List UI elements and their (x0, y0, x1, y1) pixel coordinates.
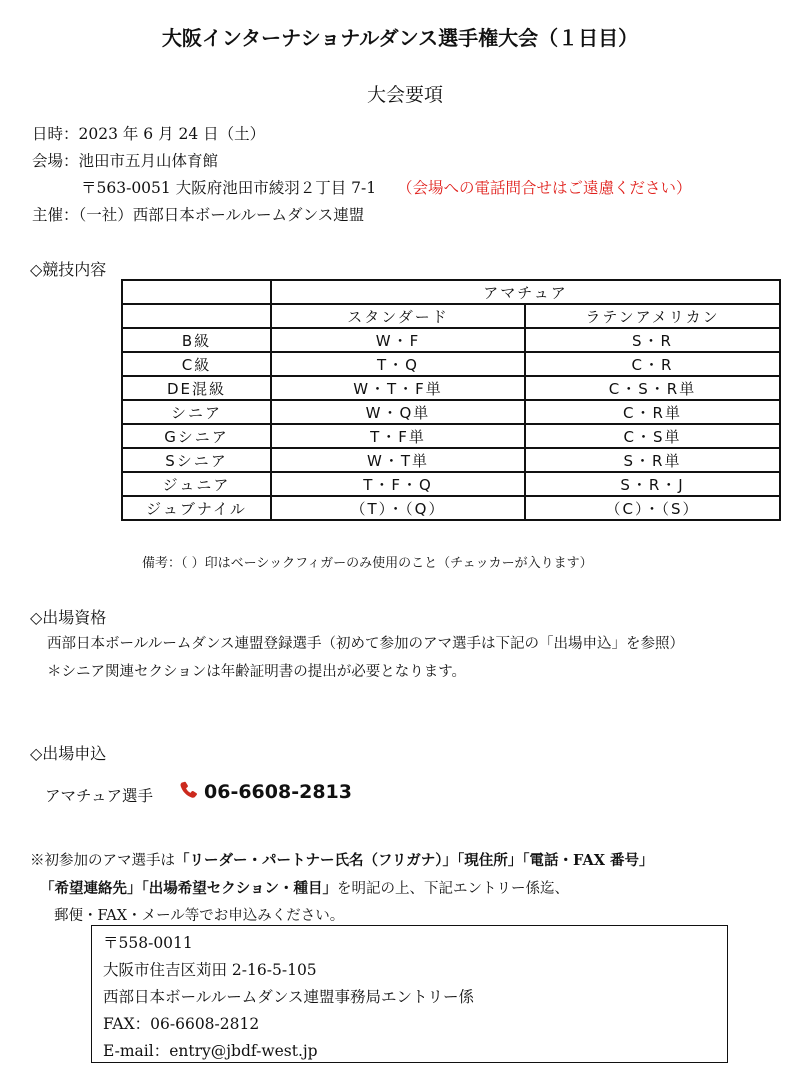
eligibility-senior-note: ＊シニア関連セクションは年齢証明書の提出が必要となります。 (47, 664, 467, 680)
contact-address: 大阪市住吉区苅田 2-16-5-105 (103, 961, 317, 979)
latin-cell: S・R単 (525, 448, 780, 472)
standard-cell: T・F単 (271, 424, 525, 448)
first-time-instructions (30, 849, 654, 870)
event-date: 日時：2023 年 6 月 24 日（土） (32, 125, 266, 143)
event-organizer: 主催：（一社）西部日本ボールルームダンス連盟 (32, 206, 365, 224)
eligibility-heading: ◇出場資格 (30, 608, 107, 627)
table-row (122, 328, 780, 352)
group-header-amateur: アマチュア (271, 280, 780, 304)
venue-address: 〒563-0051 大阪府池田市綾羽２丁目 7-1 (81, 179, 377, 197)
event-venue: 会場：池田市五月山体育館 (32, 152, 219, 170)
phone-number: 06-6608-2813 (204, 781, 352, 803)
telephone-icon (178, 780, 200, 802)
standard-cell: W・T単 (271, 448, 525, 472)
table-subheader-row (122, 304, 780, 328)
column-header-standard: スタンダード (271, 304, 525, 328)
required-items-2: 「希望連絡先」「出場希望セクション・種目」 (40, 880, 337, 897)
latin-cell: （C）・（S） (525, 496, 780, 520)
page-subtitle: 大会要項 (366, 84, 443, 106)
table-row (122, 424, 780, 448)
venue-phone-warning: （会場への電話問合せはご遠慮ください） (397, 179, 692, 197)
competition-heading: ◇競技内容 (30, 260, 107, 279)
application-heading: ◇出場申込 (30, 744, 107, 763)
standard-cell: W・Q単 (271, 400, 525, 424)
grade-cell: ジュブナイル (122, 496, 271, 520)
eligibility-text: 西部日本ボールルームダンス連盟登録選手（初めて参加のアマ選手は下記の「出場申込」を参照） (47, 636, 685, 652)
table-row (122, 472, 780, 496)
table-header-row (122, 280, 780, 304)
table-corner-cell (122, 280, 271, 304)
contact-postal-code: 〒558-0011 (103, 934, 193, 952)
table-row (122, 376, 780, 400)
latin-cell: C・R (525, 352, 780, 376)
grade-cell: B級 (122, 328, 271, 352)
latin-cell: C・S単 (525, 424, 780, 448)
grade-cell: シニア (122, 400, 271, 424)
table-row (122, 496, 780, 520)
standard-cell: T・F・Q (271, 472, 525, 496)
contact-office: 西部日本ボールルームダンス連盟事務局エントリー係 (103, 988, 474, 1006)
latin-cell: S・R (525, 328, 780, 352)
table-row (122, 448, 780, 472)
contact-email[interactable]: E-mail：entry@jbdf-west.jp (103, 1042, 318, 1060)
column-header-latin: ラテンアメリカン (525, 304, 780, 328)
instructions-suffix: を明記の上、下記エントリー係迄、 (336, 881, 569, 897)
first-time-instructions-line2 (40, 877, 569, 898)
contact-fax: FAX：06-6608-2812 (103, 1015, 260, 1033)
instructions-prefix: ※初参加のアマ選手は (30, 853, 175, 869)
competition-table (121, 279, 781, 521)
latin-cell: S・R・J (525, 472, 780, 496)
standard-cell: W・T・F単 (271, 376, 525, 400)
first-time-instructions-line3: 郵便・FAX・メール等でお申込みください。 (54, 908, 345, 924)
grade-cell: ジュニア (122, 472, 271, 496)
latin-cell: C・S・R単 (525, 376, 780, 400)
grade-cell: Gシニア (122, 424, 271, 448)
standard-cell: T・Q (271, 352, 525, 376)
entry-contact-box (91, 925, 728, 1063)
table-corner-cell (122, 304, 271, 328)
required-items-1: 「リーダー・パートナー氏名（フリガナ）」「現住所」「電話・FAX 番号」 (175, 852, 654, 869)
grade-cell: DE混級 (122, 376, 271, 400)
amateur-label: アマチュア選手 (45, 787, 154, 805)
grade-cell: Sシニア (122, 448, 271, 472)
table-note: 備考：（ ）印はベーシックフィガーのみ使用のこと（チェッカーが入ります） (142, 556, 593, 571)
grade-cell: C級 (122, 352, 271, 376)
standard-cell: W・F (271, 328, 525, 352)
page-title: 大阪インターナショナルダンス選手権大会（１日目） (161, 26, 639, 50)
standard-cell: （T）・（Q） (271, 496, 525, 520)
phone-contact[interactable] (178, 780, 352, 803)
table-row (122, 352, 780, 376)
table-row (122, 400, 780, 424)
latin-cell: C・R単 (525, 400, 780, 424)
